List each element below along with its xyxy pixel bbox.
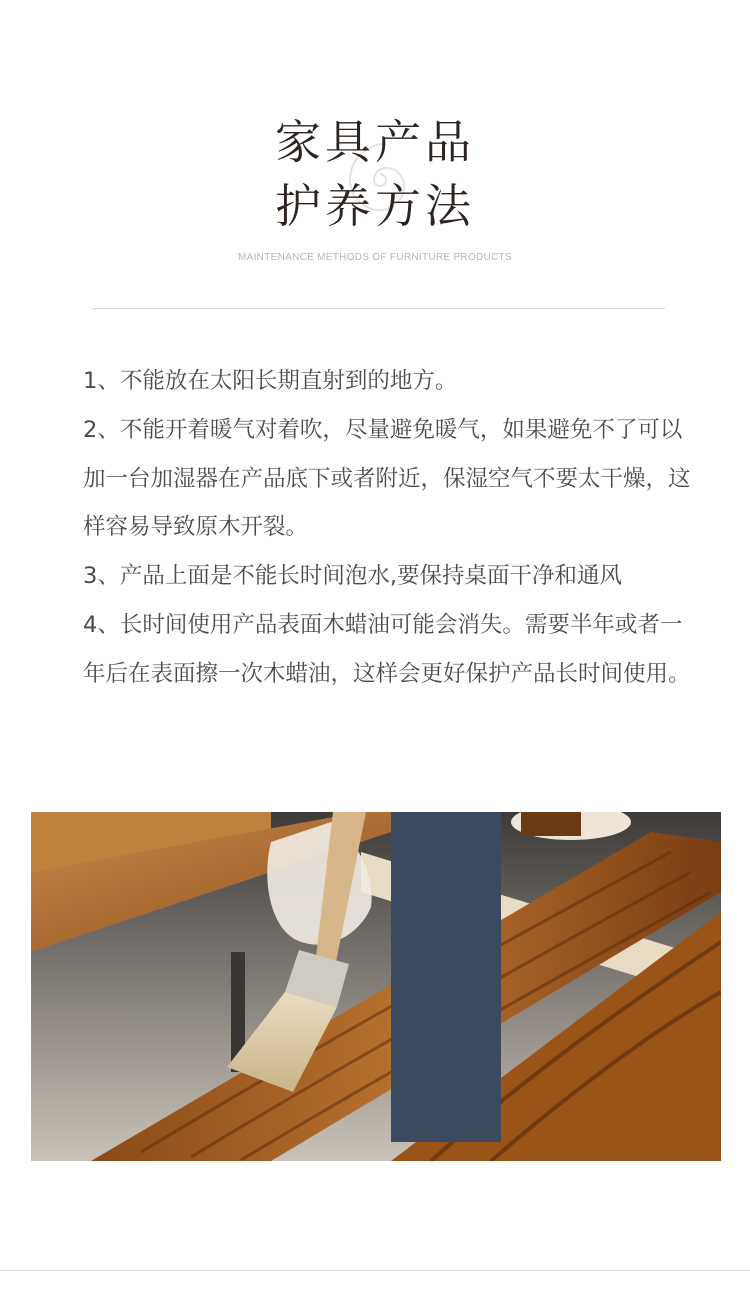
instruction-item-1: 1、不能放在太阳长期直射到的地方。 [83,368,458,394]
instruction-item-2: 2、不能开着暖气对着吹，尽量避免暖气，如果避免不了可以加一台加湿器在产品底下或者附近，保湿空气不要太干燥，这样容易导致原木开裂。 [83,416,691,541]
title-line-1: 家具产品 [275,115,475,169]
wood-oiling-illustration [31,812,721,1161]
title-line-2: 护养方法 [275,179,475,233]
instruction-item-3: 3、产品上面是不能长时间泡水,要保持桌面干净和通风 [83,563,622,590]
page-subtitle: MAINTENANCE METHODS OF FURNITURE PRODUCTS [238,252,512,263]
page-title [0,110,750,238]
footer-divider [0,1270,750,1271]
divider [92,308,665,309]
wood-oiling-photo [31,812,721,1161]
instruction-item-4: 4、长时间使用产品表面木蜡油可能会消失。需要半年或者一年后在表面擦一次木蜡油，这样会更好保护产品长时间使用。 [83,611,691,687]
instruction-list [83,357,703,699]
